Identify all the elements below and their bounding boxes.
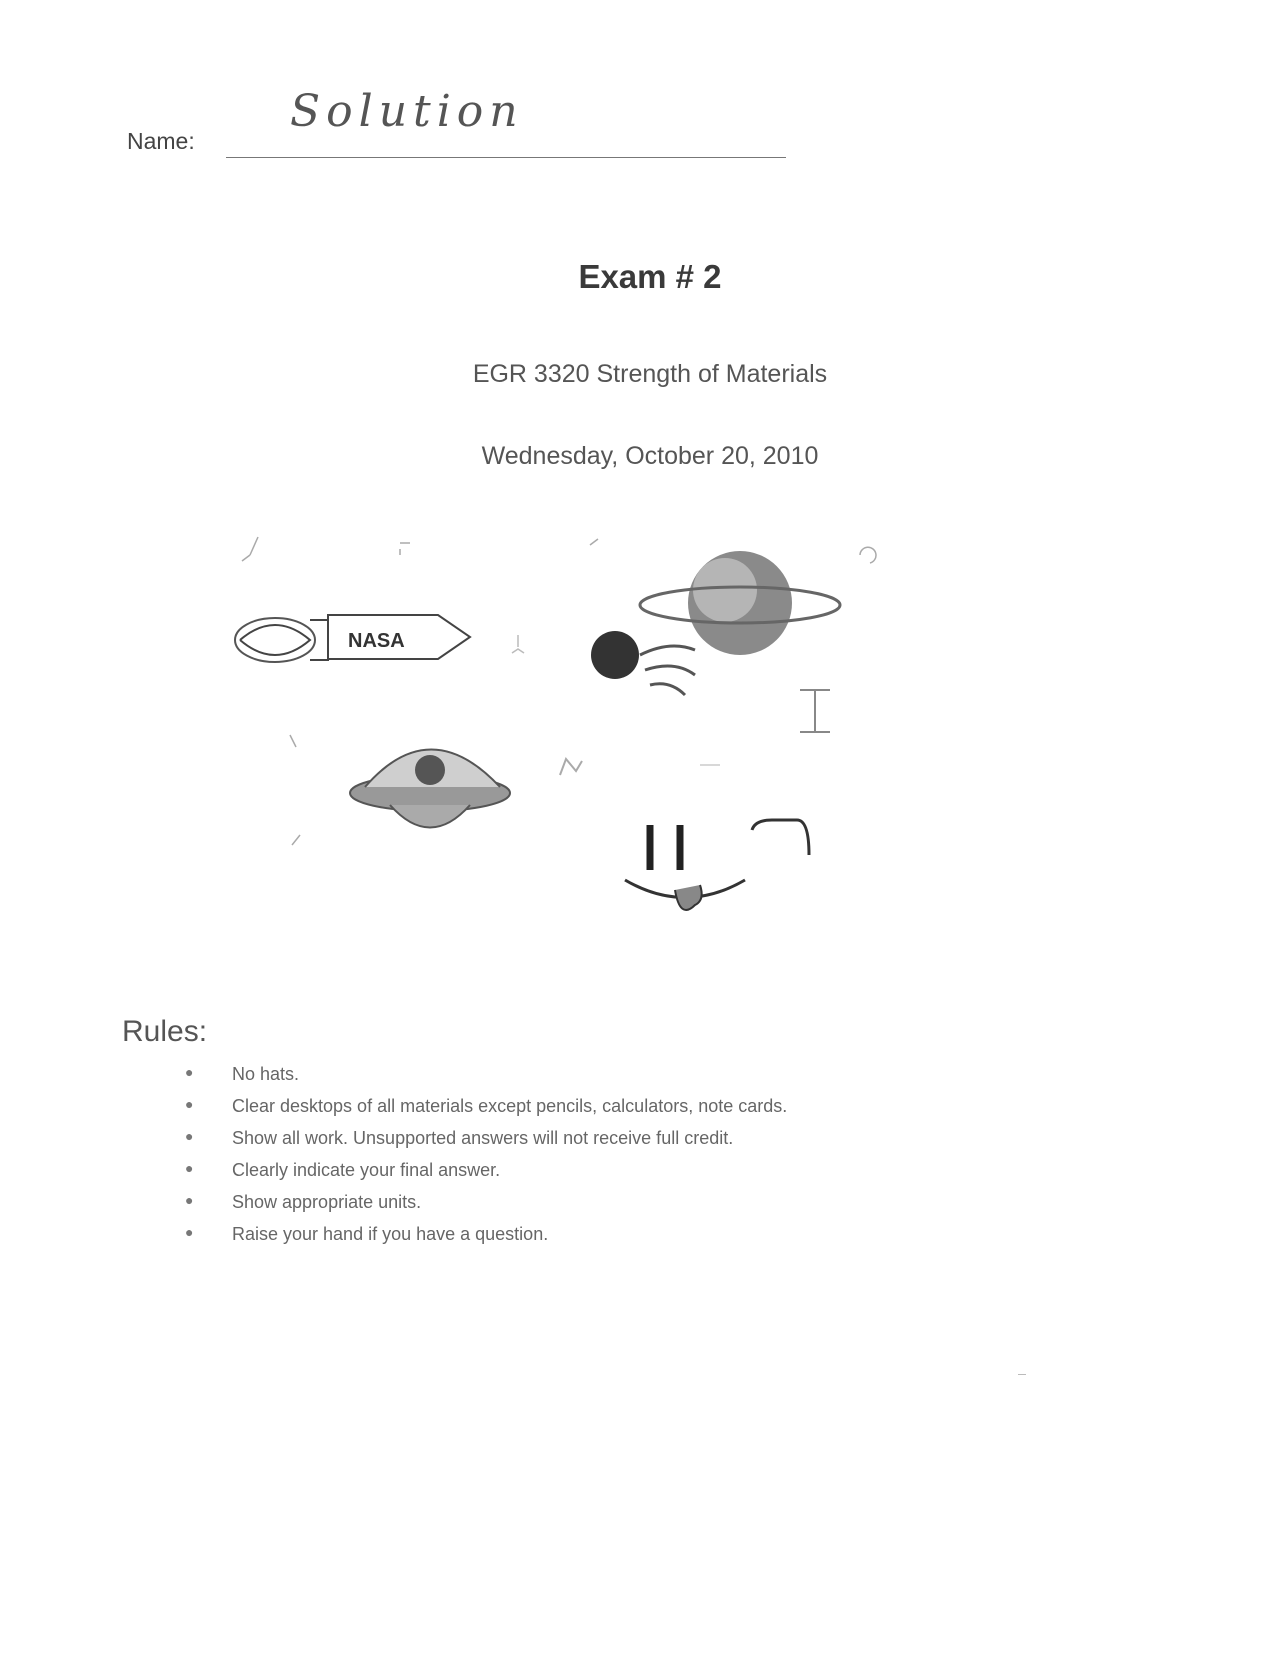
list-item: ● Show all work. Unsupported answers will not receive full credit. (185, 1128, 734, 1148)
moon-icon (591, 631, 695, 695)
ringed-planet-icon (640, 551, 840, 655)
rules-heading: Rules: (122, 1015, 208, 1048)
bullet-icon: ● (185, 1192, 194, 1208)
name-line (226, 157, 786, 158)
tiny-figure-icon (512, 635, 524, 653)
exam-date: Wednesday, October 20, 2010 (481, 442, 819, 470)
list-item: ● Raise your hand if you have a question. (185, 1224, 549, 1244)
bullet-icon: ● (185, 1160, 194, 1176)
list-item: ● Clearly indicate your final answer. (185, 1160, 501, 1180)
list-item: ● Clear desktops of all materials except pencils, calculators, note cards. (185, 1096, 788, 1116)
space-doodle-illustration (230, 535, 930, 975)
smiley-face-doodle (625, 820, 809, 910)
bullet-icon: ● (185, 1224, 194, 1240)
name-value: Solution (290, 86, 524, 137)
bullet-icon: ● (185, 1064, 194, 1080)
course-title: EGR 3320 Strength of Materials (472, 360, 828, 388)
scan-speck (1018, 1374, 1026, 1375)
exam-title: Exam # 2 (578, 258, 722, 295)
rocket-label: NASA (348, 630, 405, 652)
bullet-icon: ● (185, 1096, 194, 1112)
ufo-icon (350, 750, 510, 828)
squiggle-doodle (560, 759, 582, 775)
list-item: ● No hats. (185, 1064, 300, 1084)
letter-i-doodle (800, 690, 830, 732)
name-label: Name: (127, 128, 195, 154)
bullet-icon: ● (185, 1128, 194, 1144)
rules-list (185, 1064, 787, 1256)
list-item: ● Show appropriate units. (185, 1192, 422, 1212)
